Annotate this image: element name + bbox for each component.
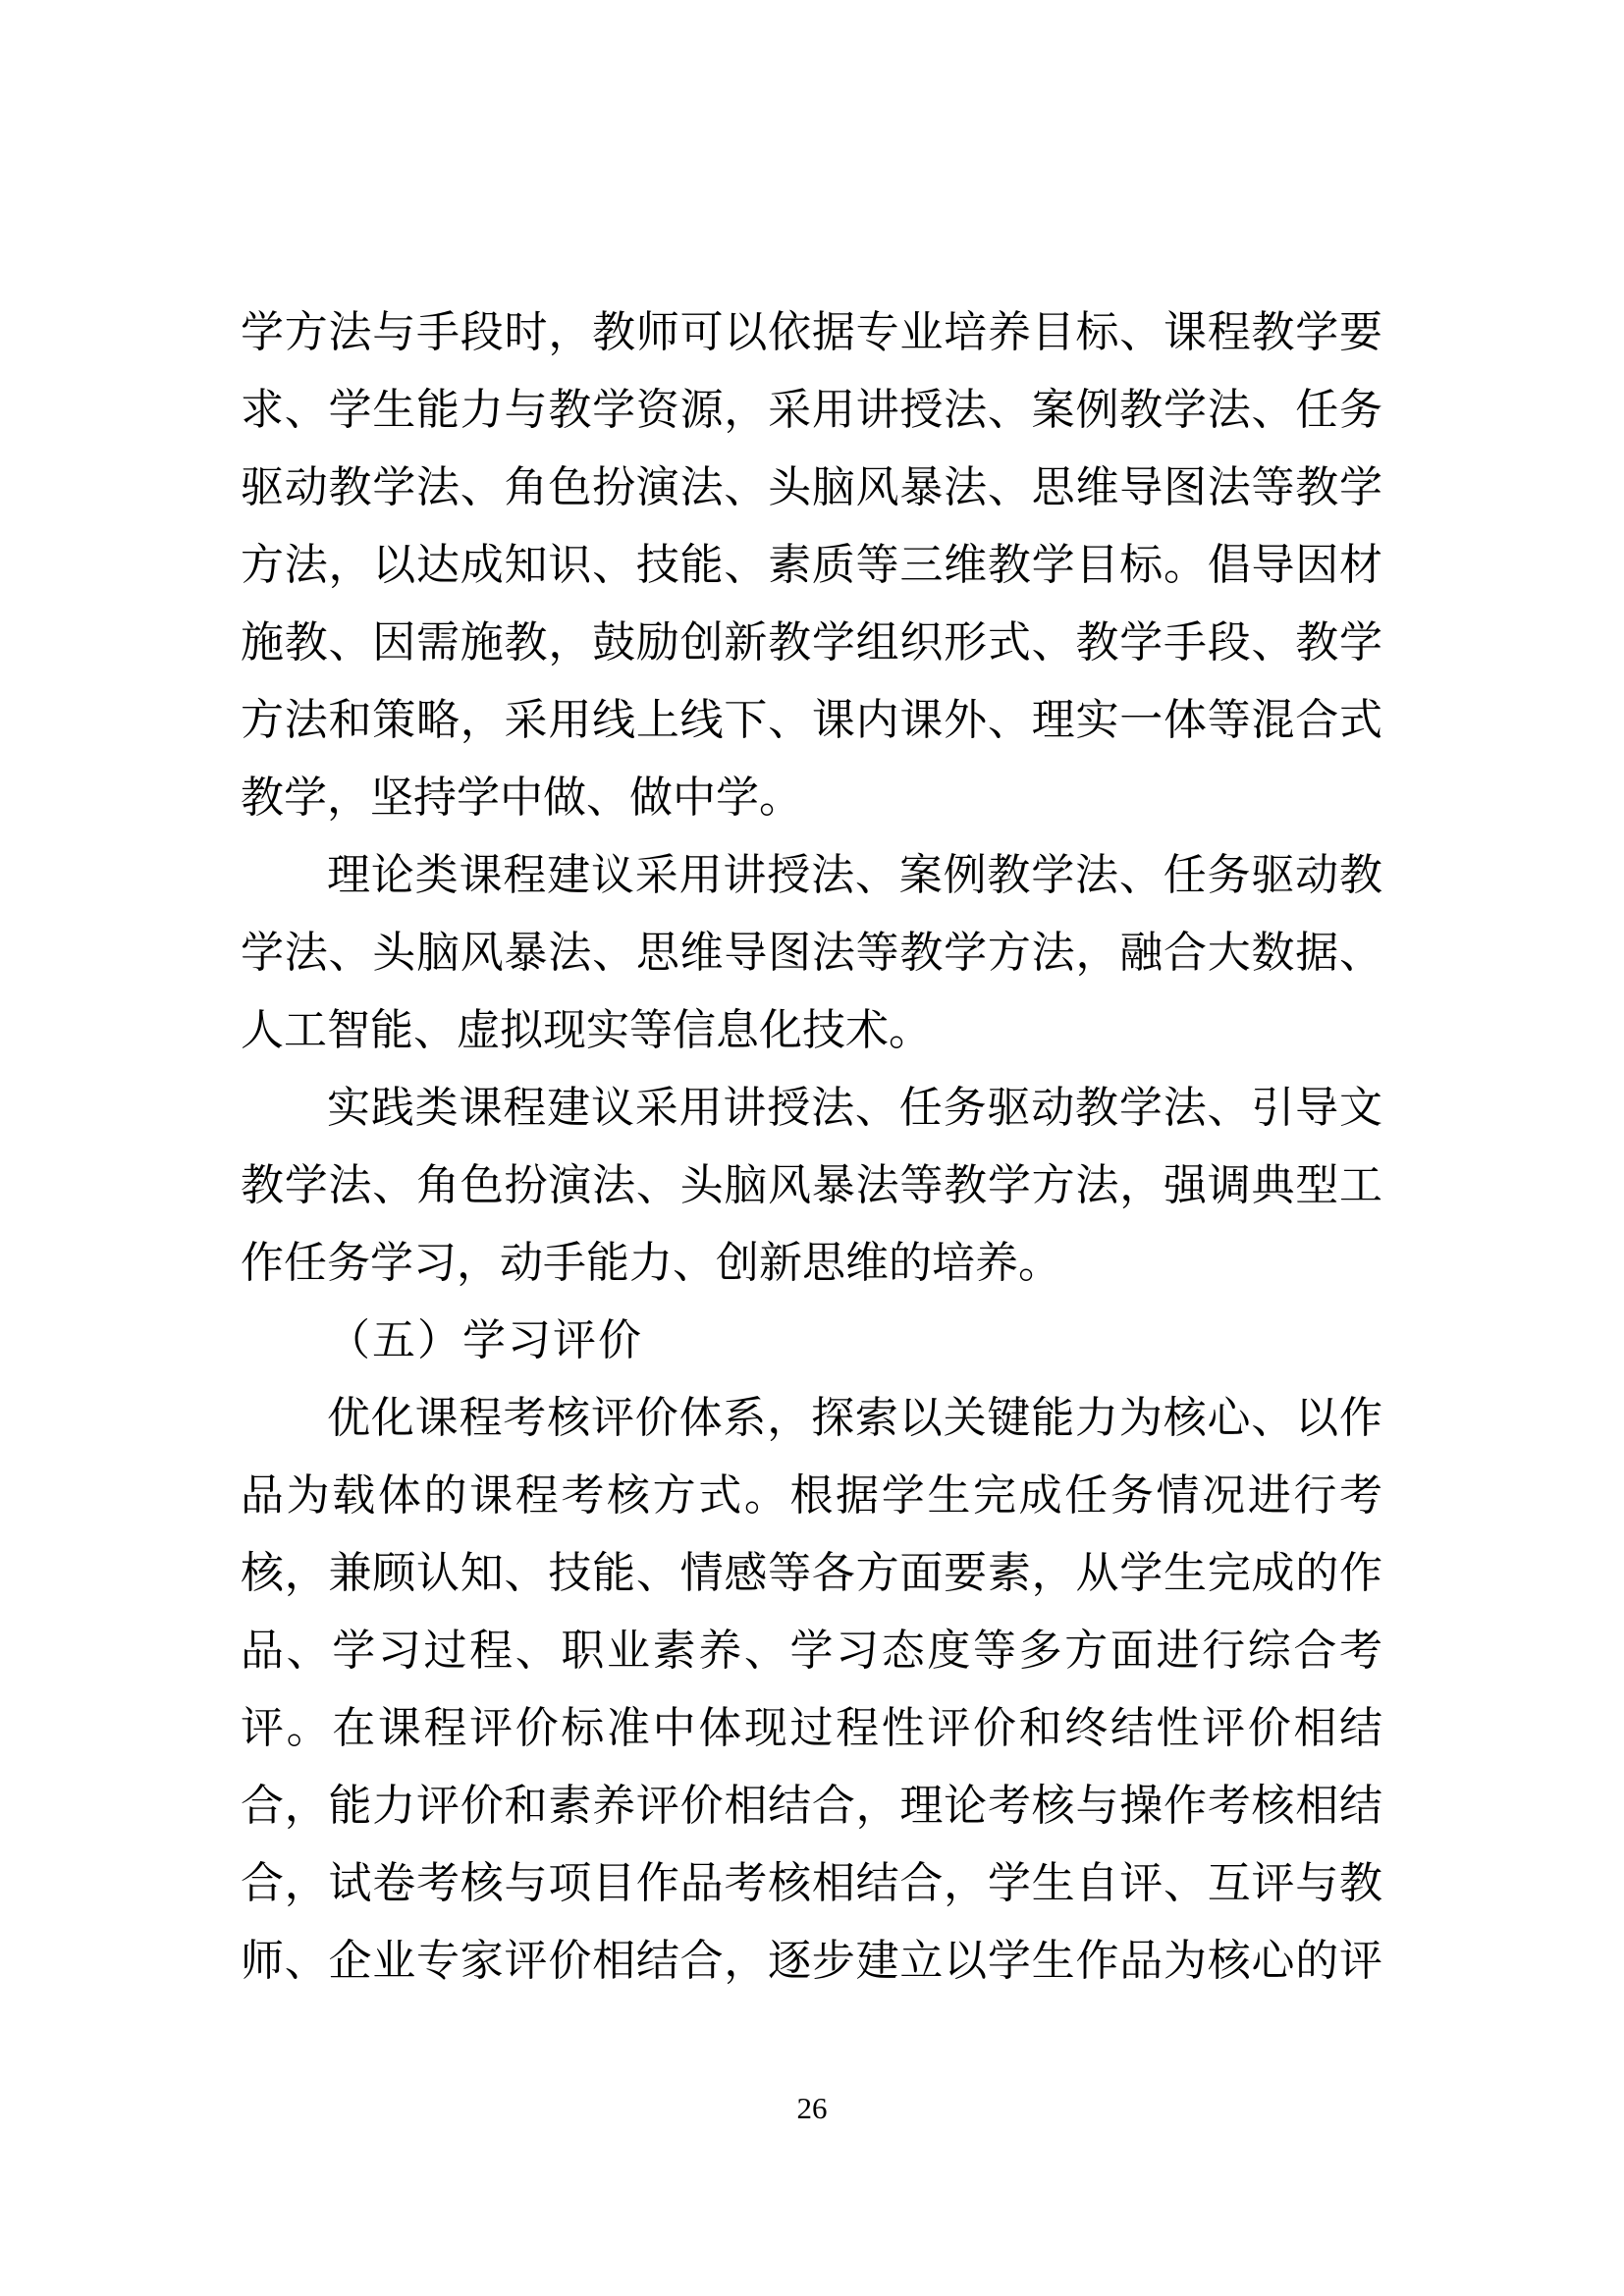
text-line: 施教、因需施教，鼓励创新教学组织形式、教学手段、教学 (241, 618, 1382, 667)
text-line: 评。在课程评价标准中体现过程性评价和终结性评价相结 (241, 1704, 1382, 1752)
page-number: 26 (796, 2091, 828, 2125)
text-line: 师、企业专家评价相结合，逐步建立以学生作品为核心的评 (241, 1937, 1382, 1985)
text-line: 合，试卷考核与项目作品考核相结合，学生自评、互评与教 (241, 1859, 1382, 1907)
text-line: 方法，以达成知识、技能、素质等三维教学目标。倡导因材 (241, 541, 1382, 589)
paragraph (241, 836, 1382, 1069)
text-line: 核，兼顾认知、技能、情感等各方面要素，从学生完成的作 (241, 1549, 1382, 1597)
text-line: 品为载体的课程考核方式。根据学生完成任务情况进行考 (241, 1471, 1382, 1520)
paragraph (241, 294, 1382, 836)
text-line: 学法、头脑风暴法、思维导图法等教学方法，融合大数据、 (241, 929, 1382, 977)
text-line: 理论类课程建议采用讲授法、案例教学法、任务驱动教 (327, 851, 1382, 899)
paragraph (241, 1379, 1382, 2000)
paragraph (241, 1069, 1382, 1302)
text-line: 学方法与手段时，教师可以依据专业培养目标、课程教学要 (241, 308, 1382, 356)
text-line: 求、学生能力与教学资源，采用讲授法、案例教学法、任务 (241, 386, 1382, 434)
text-line: 实践类课程建议采用讲授法、任务驱动教学法、引导文 (327, 1084, 1382, 1132)
text-line: 驱动教学法、角色扮演法、头脑风暴法、思维导图法等教学 (241, 463, 1382, 511)
text-line: 方法和策略，采用线上线下、课内课外、理实一体等混合式 (241, 696, 1382, 744)
text-line: 人工智能、虚拟现实等信息化技术。 (241, 1006, 932, 1054)
text-line: 教学，坚持学中做、做中学。 (241, 774, 802, 822)
document-body (241, 294, 1382, 2000)
text-line: 合，能力评价和素养评价相结合，理论考核与操作考核相结 (241, 1782, 1382, 1830)
text-line: 作任务学习，动手能力、创新思维的培养。 (241, 1239, 1061, 1287)
text-line: 教学法、角色扮演法、头脑风暴法等教学方法，强调典型工 (241, 1161, 1382, 1209)
text-line: 优化课程考核评价体系，探索以关键能力为核心、以作 (327, 1394, 1382, 1442)
section-heading-text: （五）学习评价 (327, 1316, 643, 1364)
text-line: 品、学习过程、职业素养、学习态度等多方面进行综合考 (241, 1627, 1382, 1675)
section-heading (241, 1302, 1382, 1379)
